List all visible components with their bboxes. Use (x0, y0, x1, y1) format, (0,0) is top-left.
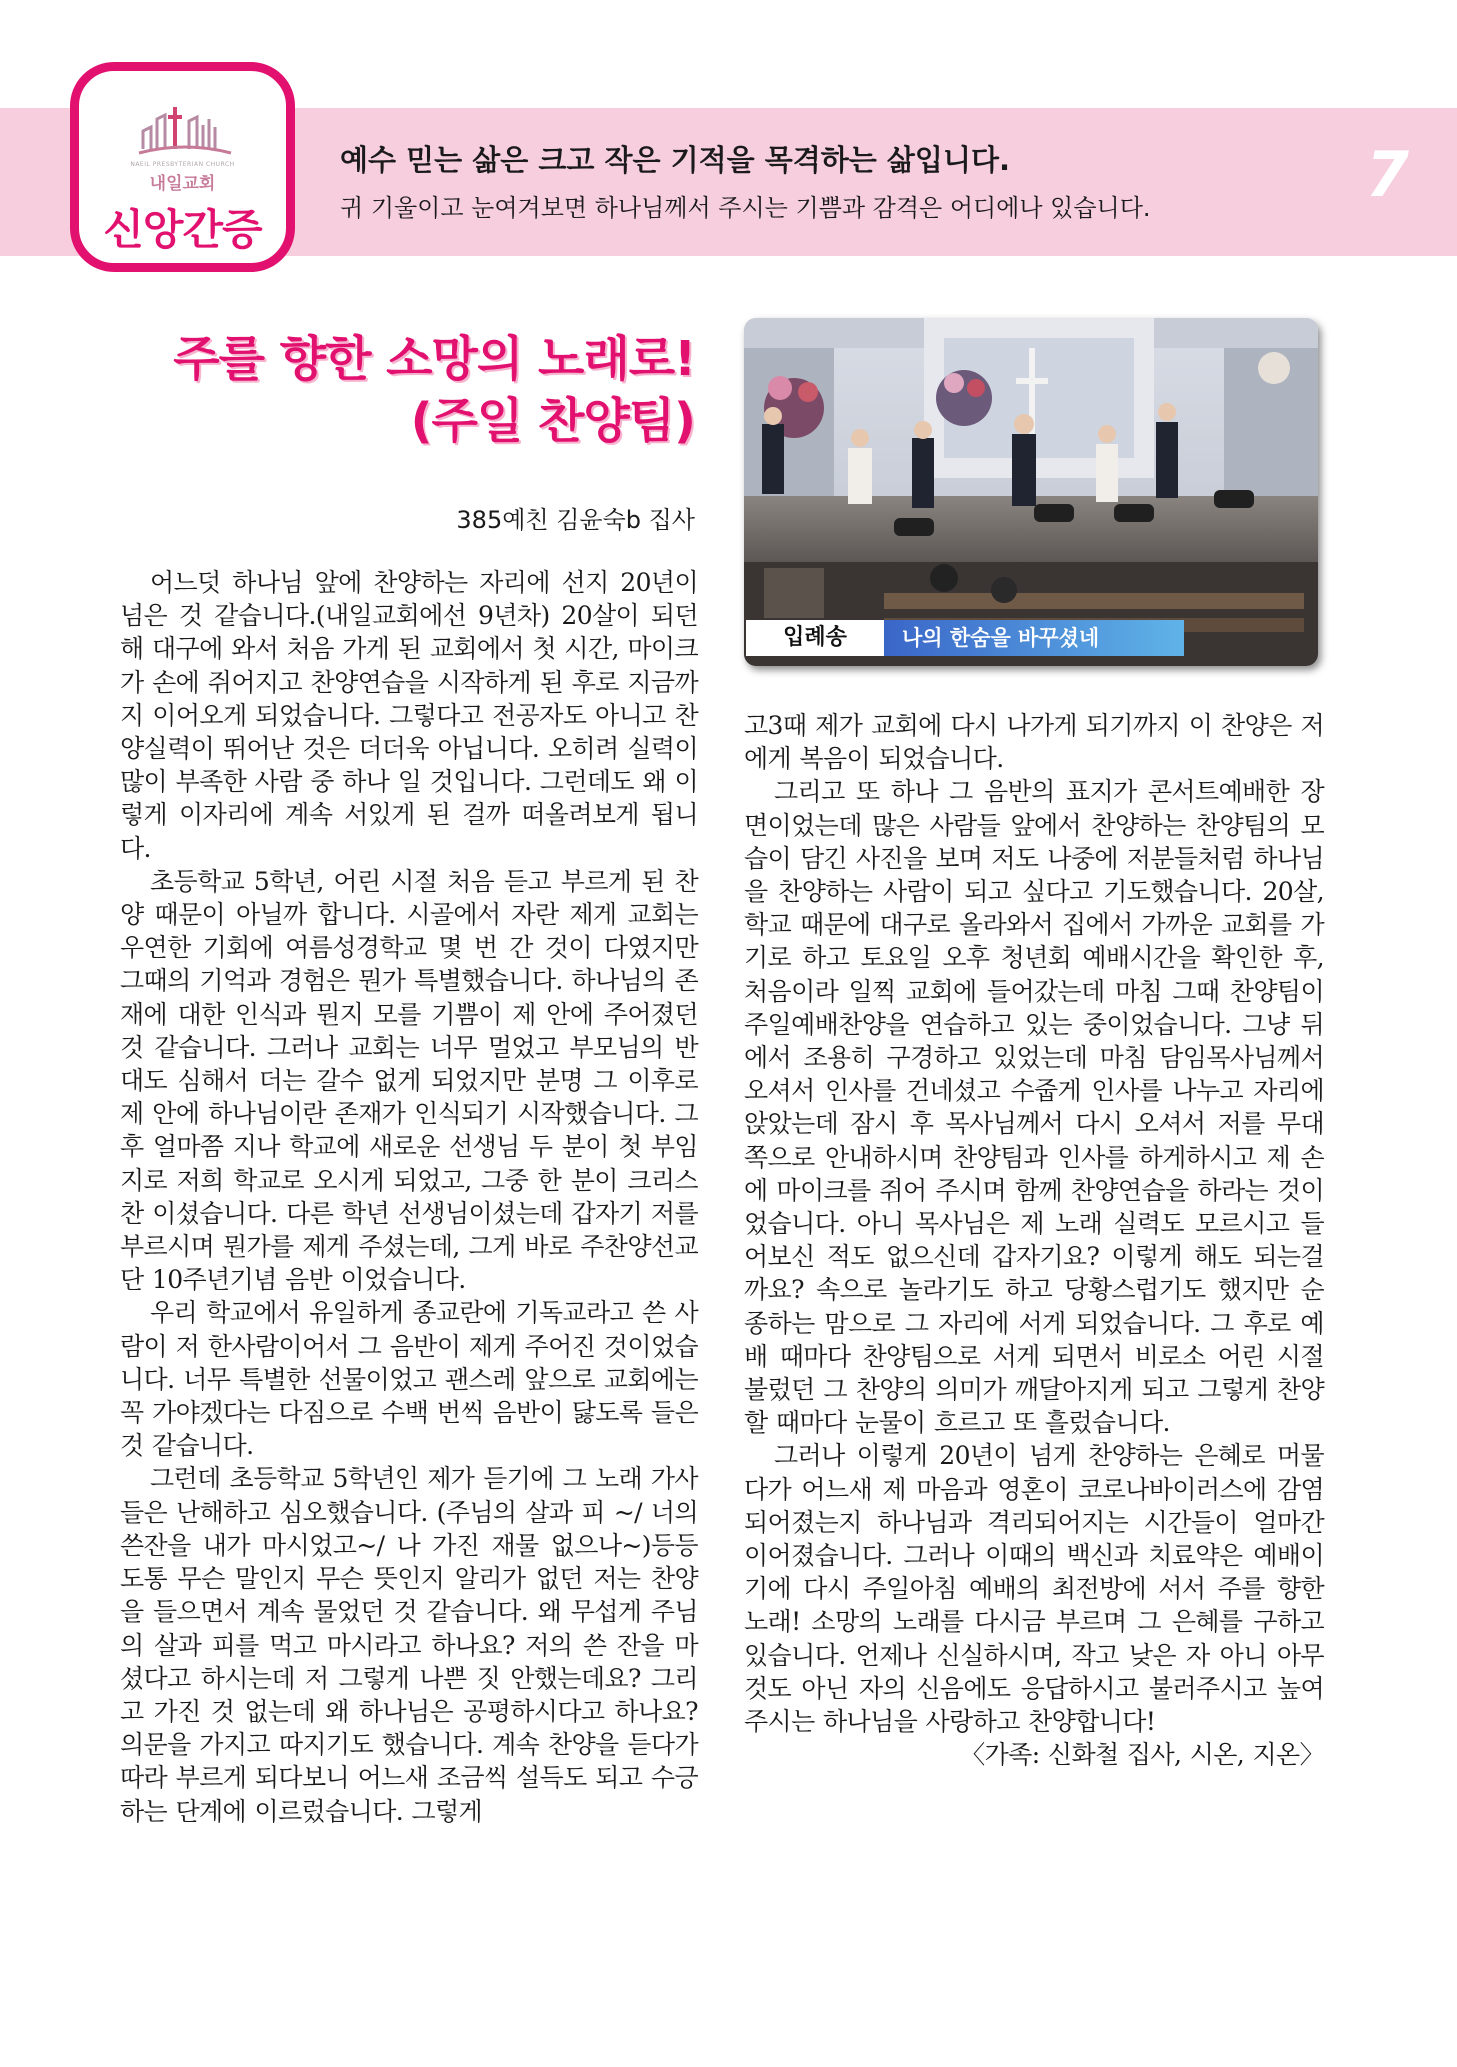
church-logo-icon (137, 101, 233, 159)
title-line-2: (주일 찬양팀) (410, 393, 695, 449)
title-line-1: 주를 향한 소망의 노래로! (173, 331, 695, 387)
worship-photo (744, 318, 1318, 666)
paragraph: 어느덧 하나님 앞에 찬양하는 자리에 선지 20년이 넘은 것 같습니다.(내일교회에선 9년차) 20살이 되던 해 대구에 와서 처음 가게 된 교회에서 첫 시간, 마이크가 손에 쥐어지고 찬양연습을 시작하게 된 후로 지금까지 이어오게 되었습니다. 그렇다고 전공자도 아니고 찬양실력이 뛰어난 것은 더더욱 아닙니다. 오히려 실력이 많이 부족한 사람 중 하나 일 것입니다. 그런데도 왜 이렇게 이자리에 계속 서있게 된 걸까 떠올려보게 됩니다. (120, 568, 698, 863)
church-name: 내일교회 (149, 174, 216, 194)
section-logo-box (70, 62, 295, 272)
family-note: 〈가족: 신화철 집사, 시온, 지온〉 (960, 1740, 1324, 1770)
paragraph: 그러나 이렇게 20년이 넘게 찬양하는 은혜로 머물다가 어느새 제 마음과 영혼이 코로나바이러스에 감염되어졌는지 하나님과 격리되어지는 시간들이 얼마간 이어졌습니다. 그러나 이때의 백신과 치료약은 예배이기에 다시 주일아침 예배의 최전방에 서서 주를 향한 노래! 소망의 노래를 다시금 부르며 그 은혜를 구하고 있습니다. 언제나 신실하시며, 작고 낮은 자 아니 아무것도 아닌 자의 신음에도 응답하시고 불러주시고 높여주시는 하나님을 사랑하고 찬양합니다! (744, 1441, 1324, 1737)
paragraph: 초등학교 5학년, 어린 시절 처음 듣고 부르게 된 찬양 때문이 아닐까 합니다. 시골에서 자란 제게 교회는 우연한 기회에 여름성경학교 몇 번 간 것이 다였지만 그때의 기억과 경험은 뭔가 특별했습니다. 하나님의 존재에 대한 인식과 뭔지 모를 기쁨이 제 안에 주어졌던 것 같습니다. 그러나 교회는 너무 멀었고 부모님의 반대도 심해서 더는 갈수 없게 되었지만 분명 그 이후로 제 안에 하나님이란 존재가 인식되기 시작했습니다. 그 후 얼마쯤 지나 학교에 새로운 선생님 두 분이 첫 부임지로 저희 학교로 오시게 되었고, 그중 한 분이 크리스찬 이셨습니다. 다른 학년 선생님이셨는데 갑자기 저를 부르시며 뭔가를 제게 주셨는데, 그게 바로 주찬양선교단 10주년기념 음반 이었습니다. (120, 866, 698, 1295)
article-title (173, 328, 695, 452)
tagline-sub: 귀 기울이고 눈여겨보면 하나님께서 주시는 기쁨과 감격은 어디에나 있습니다. (340, 194, 1151, 222)
paragraph: 우리 학교에서 유일하게 종교란에 기독교라고 쓴 사람이 저 한사람이어서 그 음반이 제게 주어진 것이었습니다. 너무 특별한 선물이었고 괜스레 앞으로 교회에는 꼭 가야겠다는 다짐으로 수백 번씩 음반이 닳도록 들은 것 같습니다. (120, 1298, 698, 1461)
church-subtitle: NAEIL PRESBYTERIAN CHURCH (130, 161, 235, 168)
photo-caption-song: 나의 한숨을 바꾸셨네 (884, 620, 1184, 656)
photo-caption-name: 입례송 (746, 620, 884, 656)
page-number: 7 (1365, 138, 1409, 211)
paragraph: 그리고 또 하나 그 음반의 표지가 콘서트예배한 장면이었는데 많은 사람들 앞에서 찬양하는 찬양팀의 모습이 담긴 사진을 보며 저도 나중에 저분들처럼 하나님을 찬양하는 사람이 되고 싶다고 기도했습니다. 20살, 학교 때문에 대구로 올라와서 집에서 가까운 교회를 가기로 하고 토요일 오후 청년회 예배시간을 확인한 후, 처음이라 일찍 교회에 들어갔는데 마침 그때 찬양팀이 주일예배찬양을 연습하고 있는 중이었습니다. 그냥 뒤에서 조용히 구경하고 있었는데 마침 담임목사님께서 오셔서 인사를 건네셨고 수줍게 인사를 나누고 자리에 앉았는데 잠시 후 목사님께서 다시 오셔서 저를 무대 쪽으로 안내하시며 찬양팀과 인사를 하게하시고 제 손에 마이크를 쥐어 주시며 함께 찬양연습을 하라는 것이었습니다. 아니 목사님은 제 노래 실력도 모르시고 들어보신 적도 없으신데 갑자기요? 이렇게 해도 되는걸까요? 속으로 놀라기도 하고 당황스럽기도 했지만 순종하는 맘으로 그 자리에 서게 되었습니다. 그 후로 예배 때마다 찬양팀으로 서게 되면서 비로소 어린 시절 불렀던 그 찬양의 의미가 깨달아지게 되고 그렇게 찬양할 때마다 눈물이 흐르고 또 흘렀습니다. (744, 777, 1324, 1438)
worship-stage-illustration (744, 318, 1318, 666)
article-column-right (744, 709, 1324, 1772)
tagline-main: 예수 믿는 삶은 크고 작은 기적을 목격하는 삶입니다. (340, 143, 1010, 177)
article-column-left (120, 566, 698, 1828)
paragraph: 그런데 초등학교 5학년인 제가 듣기에 그 노래 가사들은 난해하고 심오했습니다. (주님의 살과 피 ~/ 너의 쓴잔을 내가 마시었고~/ 나 가진 재물 없으나~)등등 도통 무슨 말인지 무슨 뜻인지 알리가 없던 저는 찬양을 들으면서 계속 물었던 것 같습니다. 왜 무섭게 주님의 살과 피를 먹고 마시라고 하나요? 저의 쓴 잔을 마셨다고 하시는데 저 그렇게 나쁜 짓 안했는데요? 그리고 가진 것 없는데 왜 하나님은 공평하시다고 하나요? 의문을 가지고 따지기도 했습니다. 계속 찬양을 듣다가 따라 부르게 되다보니 어느새 조금씩 설득도 되고 수긍하는 단계에 이르렀습니다. 그렇게 (120, 1464, 698, 1826)
paragraph: 고3때 제가 교회에 다시 나가게 되기까지 이 찬양은 저에게 복음이 되었습니다. (744, 711, 1324, 774)
article-author: 385예친 김윤숙b 집사 (456, 506, 695, 534)
section-label: 신앙간증 (103, 205, 262, 254)
